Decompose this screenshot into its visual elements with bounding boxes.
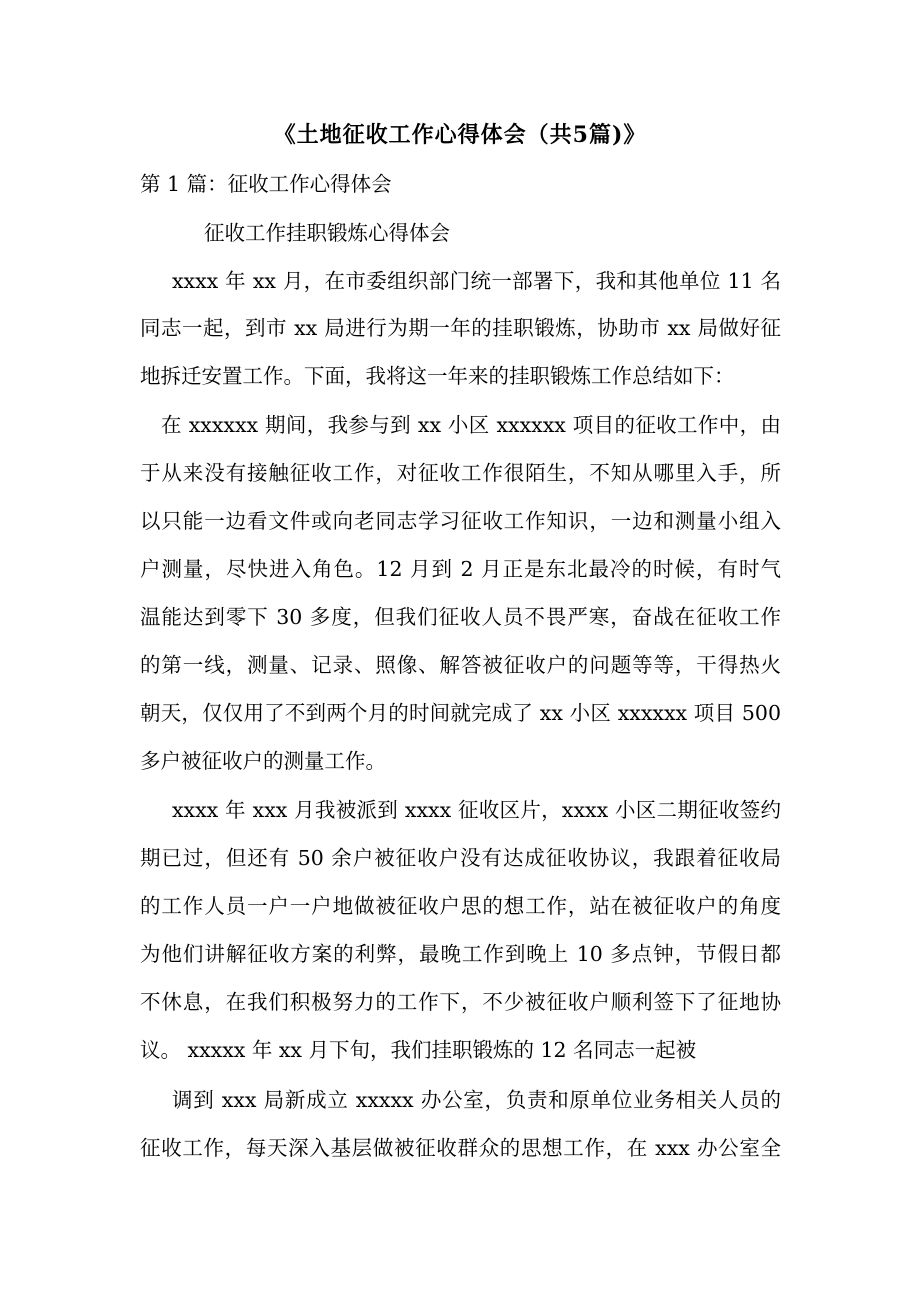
paragraph-line: xxxx 年 xxx 月我被派到 xxxx 征收区片，xxxx 小区二期征收签约 xyxy=(172,798,781,822)
paragraph-line: 温能达到零下 30 多度，但我们征收人员不畏严寒，奋战在征收工作 xyxy=(140,605,781,629)
paragraph-line: 调到 xxx 局新成立 xxxxx 办公室，负责和原单位业务相关人员的 xyxy=(172,1088,781,1112)
paragraph-line: 朝天，仅仅用了不到两个月的时间就完成了 xx 小区 xxxxxx 项目 500 xyxy=(140,701,781,725)
section-heading: 第 1 篇：征收工作心得体会 xyxy=(140,172,392,196)
paragraph-line: 的工作人员一户一户地做被征收户思的想工作，站在被征收户的角度 xyxy=(140,894,781,918)
paragraph-line: 以只能一边看文件或向老同志学习征收工作知识，一边和测量小组入 xyxy=(140,509,781,533)
paragraph-line: 征收工作，每天深入基层做被征收群众的思想工作，在 xxx 办公室全 xyxy=(140,1136,781,1160)
document-title: 《土地征收工作心得体会（共5篇)》 xyxy=(273,122,647,148)
paragraph-line: 多户被征收户的测量工作。 xyxy=(140,749,386,773)
paragraph-line: 为他们讲解征收方案的利弊，最晚工作到晚上 10 多点钟，节假日都 xyxy=(140,942,781,966)
paragraph-line: xxxx 年 xx 月，在市委组织部门统一部署下，我和其他单位 11 名 xyxy=(172,269,781,293)
paragraph-line: 在 xxxxxx 期间，我参与到 xx 小区 xxxxxx 项目的征收工作中，由 xyxy=(161,413,781,437)
paragraph-line: 于从来没有接触征收工作，对征收工作很陌生，不知从哪里入手，所 xyxy=(140,461,781,485)
paragraph-line: 户测量，尽快进入角色。12 月到 2 月正是东北最冷的时候，有时气 xyxy=(140,557,781,581)
paragraph-line: 的第一线，测量、记录、照像、解答被征收户的问题等等，干得热火 xyxy=(140,653,781,677)
paragraph-line: 议。 xxxxx 年 xx 月下旬，我们挂职锻炼的 12 名同志一起被 xyxy=(140,1038,697,1062)
paragraph-line: 不休息，在我们积极努力的工作下，不少被征收户顺利签下了征地协 xyxy=(140,990,781,1014)
paragraph-line: 期已过，但还有 50 余户被征收户没有达成征收协议，我跟着征收局 xyxy=(140,846,781,870)
subheading: 征收工作挂职锻炼心得体会 xyxy=(204,221,450,245)
paragraph-line: 同志一起，到市 xx 局进行为期一年的挂职锻炼，协助市 xx 局做好征 xyxy=(140,316,781,340)
paragraph-line: 地拆迁安置工作。下面，我将这一年来的挂职锻炼工作总结如下： xyxy=(140,364,735,388)
